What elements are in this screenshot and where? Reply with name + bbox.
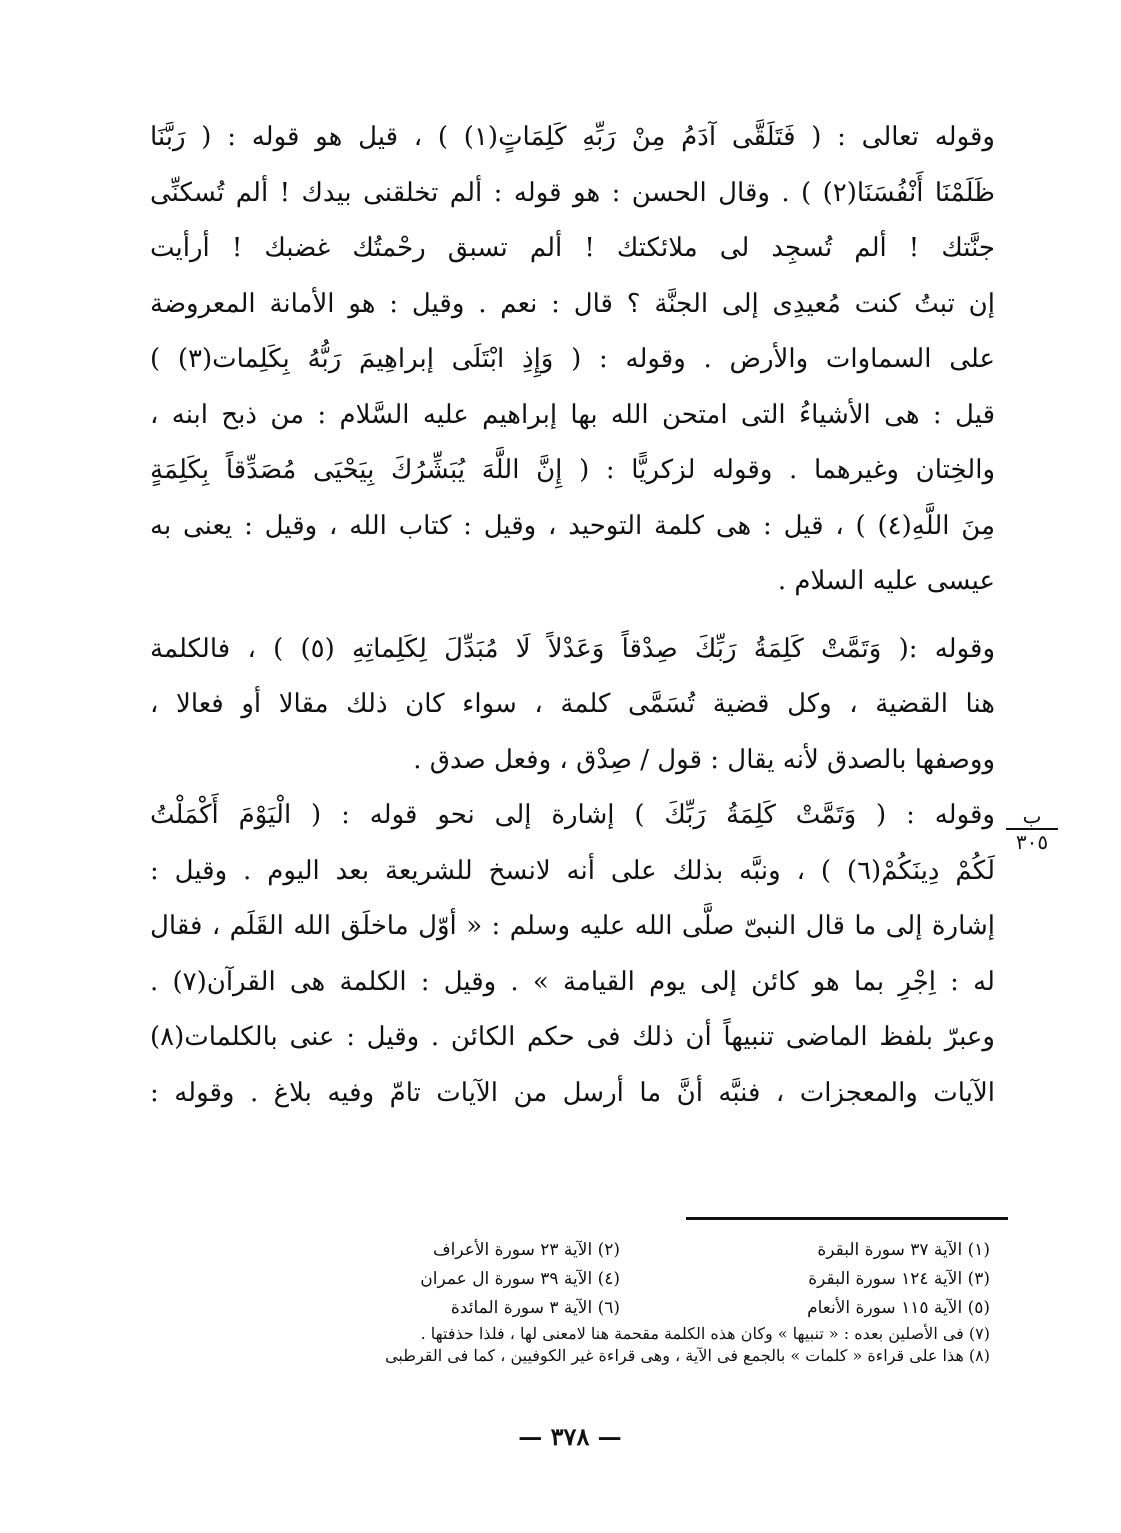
footnote: (٧) فى الأصلين بعده : « تنبيها » وكان هذه الكلمة مقحمة هنا لامعنى لها ، فلذا حذفتها . bbox=[420, 1324, 990, 1343]
footnote: (٦) الآية ٣ سورة المائدة bbox=[450, 1298, 620, 1318]
text-line: عيسى عليه السلام . bbox=[777, 566, 995, 596]
footnotes bbox=[250, 1236, 990, 1367]
footnote: (٣) الآية ١٢٤ سورة البقرة bbox=[808, 1269, 990, 1289]
text-line: له : اِجْرِ بما هو كائن إلى يوم القيامة » . وقيل : الكلمة هى القرآن(٧) . bbox=[150, 966, 995, 997]
footnote-separator bbox=[686, 1217, 1008, 1220]
text-line: إن تبتُ كنت مُعيدِى إلى الجنَّة ؟ قال : نعم . وقيل : هو الأمانة المعروضة bbox=[150, 288, 995, 319]
text-line: ووصفها بالصدق لأنه يقال : قول / صِدْق ، وفعل صدق . bbox=[413, 744, 995, 775]
text-line: وقوله : ( وَتَمَّتْ كَلِمَةُ رَبِّكَ ) إشارة إلى نحو قوله : ( الْيَوْمَ أَكْمَلْتُ bbox=[150, 800, 995, 830]
text-line: ظَلَمْنَا أَنْفُسَنَا(٢) ) . وقال الحسن : هو قوله : ألم تخلقنى بيدك ! ألم تُسكنِّى bbox=[150, 177, 995, 208]
text-line: وقوله :( وَتَمَّتْ كَلِمَةُ رَبِّكَ صِدْقاً وَعَدْلاً لَا مُبَدِّلَ لِكَلِماتِهِ (٥) ) ، فالكلمة bbox=[150, 633, 995, 664]
text-line: وقوله تعالى : ( فَتَلَقَّى آدَمُ مِنْ رَبِّهِ كَلِمَاتٍ(١) ) ، قيل هو قوله : ( رَبَّنَا bbox=[150, 122, 995, 152]
footnote: (٨) هذا على قراءة « كلمات » بالجمع فى الآية ، وهى قراءة غير الكوفيين ، كما فى القرطبى bbox=[385, 1346, 990, 1365]
footnote-row bbox=[250, 1265, 990, 1294]
text-line: جنَّتك ! ألم تُسجِد لى ملائكتك ! ألم تسبق رحْمتُك غضبك ! أرأيت bbox=[150, 233, 995, 263]
main-text bbox=[150, 110, 995, 1121]
folio-number: ٣٠٥ bbox=[1015, 830, 1049, 854]
page-number: — ٣٧٨ — bbox=[518, 1422, 622, 1451]
footnote-row bbox=[250, 1236, 990, 1265]
text-line: الآيات والمعجزات ، فنبَّه أنَّ ما أرسل من الآيات تامّ وفيه بلاغ . وقوله : bbox=[150, 1077, 995, 1108]
paragraph-gap bbox=[150, 610, 995, 622]
manuscript-folio-note bbox=[1000, 804, 1064, 854]
footnote: (٤) الآية ٣٩ سورة ال عمران bbox=[420, 1269, 620, 1289]
text-line: إشارة إلى ما قال النبىّ صلَّى الله عليه وسلم : « أوّل ماخلَق الله القَلَم ، فقال bbox=[150, 911, 995, 941]
footnote: (١) الآية ٣٧ سورة البقرة bbox=[817, 1240, 990, 1260]
text-line: وعبرّ بلفظ الماضى تنبيهاً أن ذلك فى حكم الكائن . وقيل : عنى بالكلمات(٨) bbox=[150, 1022, 995, 1052]
text-line: لَكُمْ دِينَكُمْ(٦) ) ، ونبَّه بذلك على أنه لانسخ للشريعة بعد اليوم . وقيل : bbox=[150, 855, 995, 886]
text-line: قيل : هى الأشياءُ التى امتحن الله بها إبراهيم عليه السَّلام : من ذبح ابنه ، bbox=[150, 399, 995, 430]
folio-side: ب bbox=[1022, 804, 1042, 828]
footnote-row bbox=[250, 1294, 990, 1323]
text-line: هنا القضية ، وكل قضية تُسَمَّى كلمة ، سواء كان ذلك مقالا أو فعالا ، bbox=[150, 689, 995, 719]
text-line: والخِتان وغيرهما . وقوله لزكريًّا : ( إِنَّ اللَّهَ يُبَشِّرُكَ بِيَحْيَى مُصَدِّقاً بِكَلِمَةٍ bbox=[150, 455, 995, 485]
footnote: (٥) الآية ١١٥ سورة الأنعام bbox=[807, 1298, 990, 1318]
footnote: (٢) الآية ٢٣ سورة الأعراف bbox=[432, 1240, 620, 1260]
text-line: مِنَ اللَّهِ(٤) ) ، قيل : هى كلمة التوحيد ، وقيل : كتاب الله ، وقيل : يعنى به bbox=[150, 510, 995, 541]
text-line: على السماوات والأرض . وقوله : ( وَإِذِ ابْتَلَى إبراهِيمَ رَبُّهُ بِكَلِمات(٣) ) bbox=[150, 344, 995, 374]
